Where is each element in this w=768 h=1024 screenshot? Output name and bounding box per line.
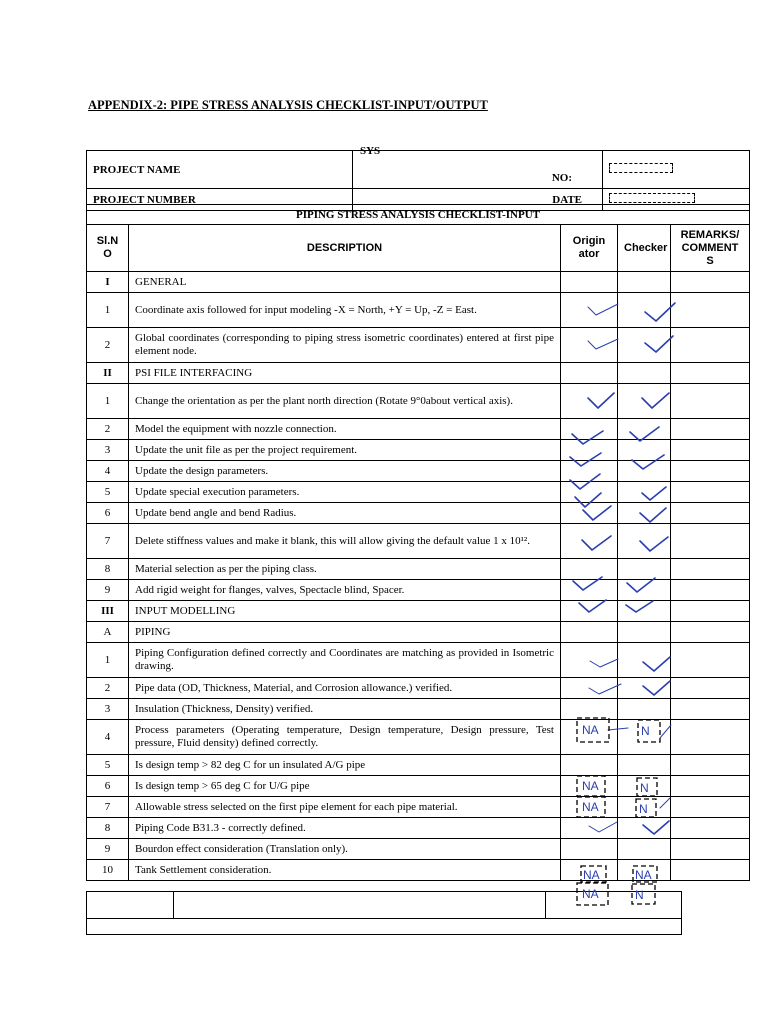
check-mark-icon (583, 506, 611, 520)
check-mark-icon (570, 474, 600, 489)
col-description: DESCRIPTION (129, 225, 561, 272)
check-mark-icon (588, 393, 614, 408)
na-stamp-text: NA (582, 800, 599, 814)
table-row: 1 Coordinate axis followed for input modeling -X = North, +Y = Up, -Z = East. (87, 293, 750, 328)
table-row: 1 Piping Configuration defined correctly and Coordinates are matching as provided in Isometric drawing. (87, 643, 750, 678)
col-originator: Origin ator (561, 225, 618, 272)
table-row: 8 Material selection as per the piping class. (87, 559, 750, 580)
project-number-label: PROJECT NUMBER (87, 189, 353, 211)
table-row: 7 Delete stiffness values and make it blank, this will allow giving the default value 1 x 10¹². (87, 524, 750, 559)
section-row: I GENERAL (87, 272, 750, 293)
check-mark-icon (630, 427, 659, 441)
no-label: NO: (353, 151, 603, 189)
table-row: 1 Change the orientation as per the plant north direction (Rotate 9°0about vertical axis). (87, 384, 750, 419)
date-label: DATE (353, 189, 603, 211)
check-mark-icon (572, 431, 603, 444)
n-stamp-text: N (640, 781, 649, 795)
n-stamp-text: N (639, 802, 648, 816)
check-mark-icon (643, 681, 670, 695)
section-row: II PSI FILE INTERFACING (87, 363, 750, 384)
subsection-row: A PIPING (87, 622, 750, 643)
check-mark-icon (590, 659, 618, 667)
table-row: 3 Update the unit file as per the project requirement. (87, 440, 750, 461)
check-mark-icon (579, 600, 606, 612)
stroke-mark (608, 728, 628, 730)
table-row: 6 Update bend angle and bend Radius. (87, 503, 750, 524)
check-mark-icon (582, 536, 611, 550)
table-row: 8 Piping Code B31.3 - correctly defined. (87, 818, 750, 839)
table-row: 3 Insulation (Thickness, Density) verified. (87, 699, 750, 720)
check-mark-icon (588, 339, 618, 349)
check-mark-icon (575, 493, 601, 507)
check-mark-icon (573, 577, 602, 590)
n-stamp-text: N (635, 888, 644, 902)
section-row: III INPUT MODELLING (87, 601, 750, 622)
check-mark-icon (570, 453, 601, 466)
table-row: 4 Process parameters (Operating temperature, Design temperature, Design pressure, Test pressure, Fluid density) defined correctly. (87, 720, 750, 755)
na-stamp-text: NA (635, 868, 652, 882)
sys-label: SYS (360, 145, 381, 157)
project-name-label: PROJECT NAME (87, 151, 353, 189)
table-row: 4 Update the design parameters. (87, 461, 750, 482)
table-row: 2 Global coordinates (corresponding to piping stress isometric coordinates) entered at first pipe element node. (87, 328, 750, 363)
check-mark-icon (643, 657, 670, 671)
n-stamp-text: N (641, 724, 650, 738)
check-mark-icon (627, 578, 655, 592)
check-mark-icon (640, 537, 668, 551)
col-sl-no: Sl.N O (87, 225, 129, 272)
na-stamp-text: NA (582, 723, 599, 737)
table-row: 6 Is design temp > 65 deg C for U/G pipe (87, 776, 750, 797)
check-mark-icon (643, 821, 669, 834)
table-row: 10 Tank Settlement consideration. (87, 860, 750, 881)
check-mark-icon (588, 304, 618, 315)
check-mark-icon (642, 393, 669, 408)
check-mark-icon (645, 303, 675, 321)
appendix-title: APPENDIX-2: PIPE STRESS ANALYSIS CHECKLIST-INPUT/OUTPUT (88, 98, 488, 112)
na-stamp-text: NA (583, 868, 600, 882)
na-stamp-text: NA (582, 887, 599, 901)
stroke-mark (660, 798, 670, 808)
table-row: 2 Pipe data (OD, Thickness, Material, and Corrosion allowance.) verified. (87, 678, 750, 699)
table-row: 7 Allowable stress selected on the first pipe element for each pipe material. (87, 797, 750, 818)
checklist-title: PIPING STRESS ANALYSIS CHECKLIST-INPUT (87, 205, 750, 225)
table-row: 5 Is design temp > 82 deg C for un insulated A/G pipe (87, 755, 750, 776)
na-stamp-text: NA (582, 779, 599, 793)
check-mark-icon (589, 822, 617, 832)
check-mark-icon (642, 487, 666, 500)
check-mark-icon (626, 601, 653, 612)
col-remarks: REMARKS/ COMMENT S (671, 225, 750, 272)
table-row: 9 Add rigid weight for flanges, valves, Spectacle blind, Spacer. (87, 580, 750, 601)
col-checker: Checker (618, 225, 671, 272)
table-row: 9 Bourdon effect consideration (Translation only). (87, 839, 750, 860)
check-mark-icon (589, 684, 621, 694)
check-mark-icon (645, 336, 673, 352)
check-mark-icon (640, 508, 666, 522)
table-row: 5 Update special execution parameters. (87, 482, 750, 503)
table-row: 2 Model the equipment with nozzle connection. (87, 419, 750, 440)
check-mark-icon (632, 455, 664, 469)
stroke-mark (660, 725, 671, 738)
